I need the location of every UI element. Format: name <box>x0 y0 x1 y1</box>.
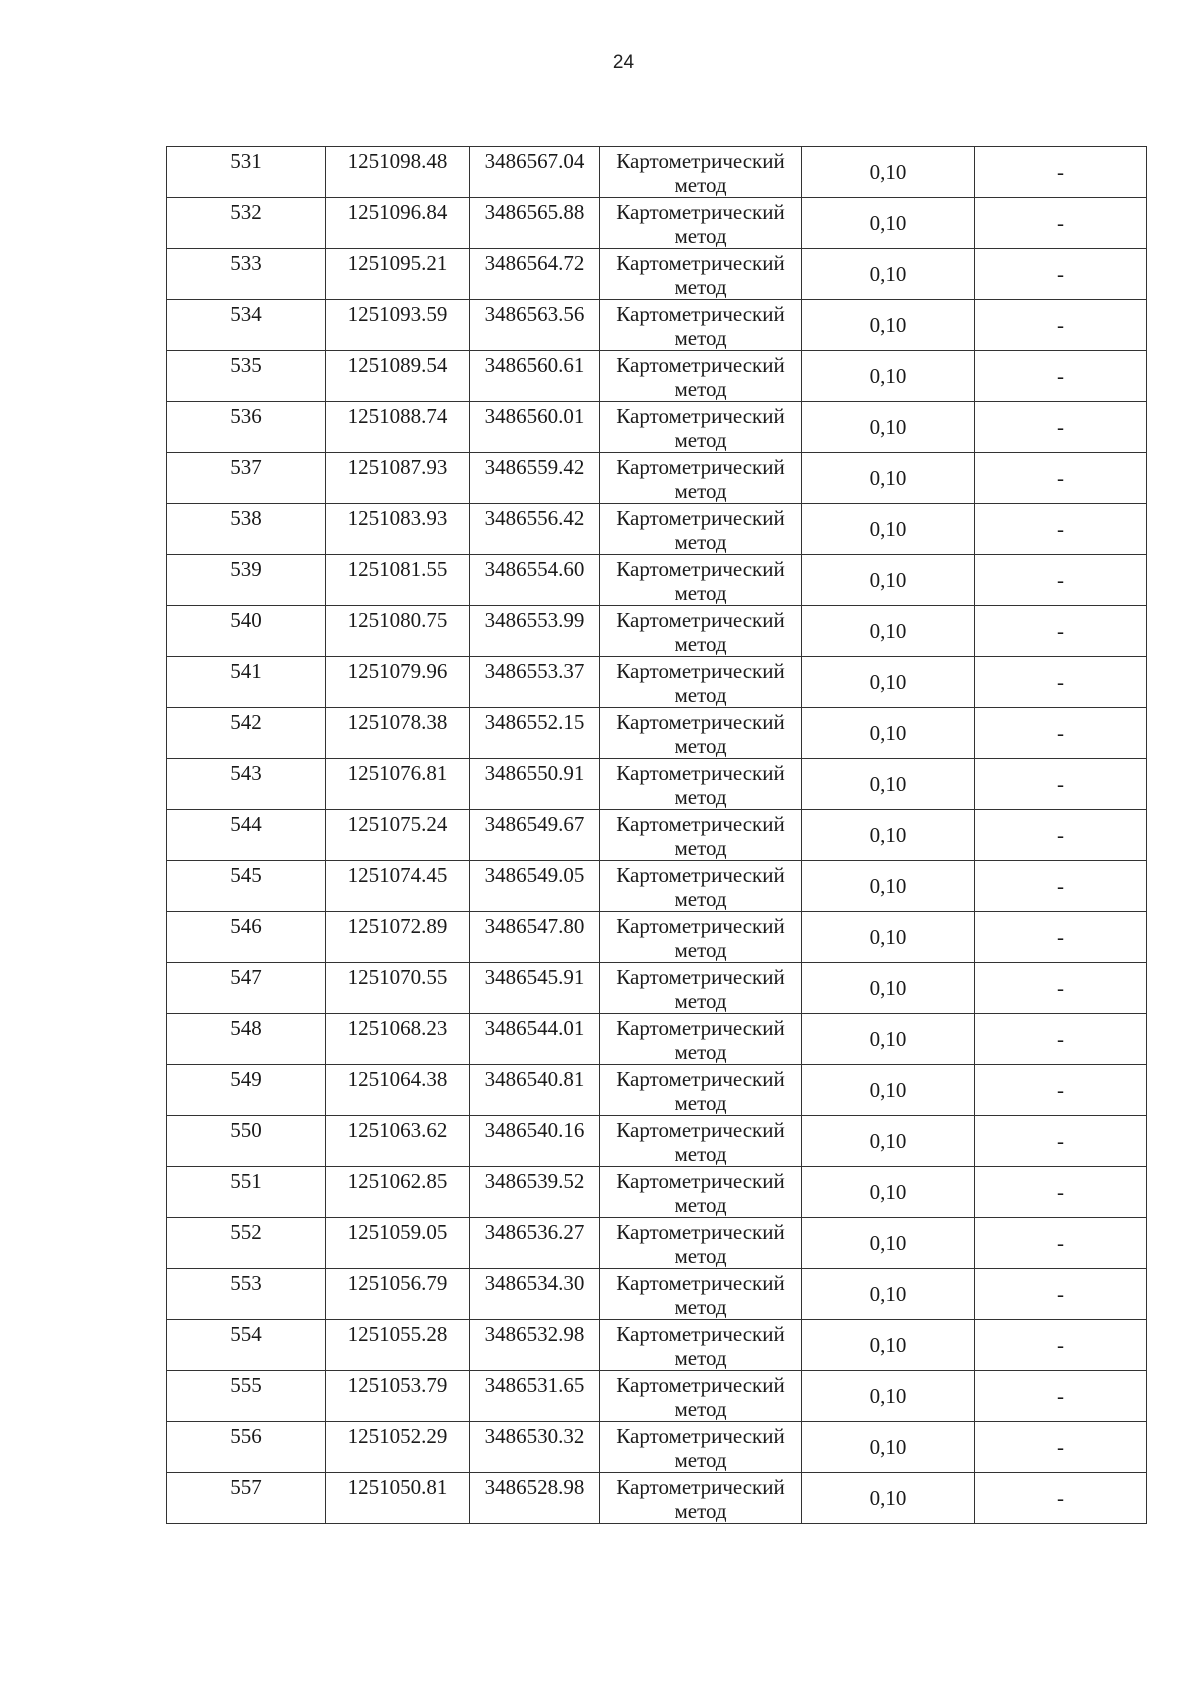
table-row <box>167 402 1147 453</box>
x-coordinate-cell: 1251072.89 <box>326 912 470 963</box>
x-coordinate-cell: 1251062.85 <box>326 1167 470 1218</box>
y-coordinate-cell: 3486564.72 <box>470 249 600 300</box>
method-cell <box>600 351 802 402</box>
y-coordinate-cell: 3486563.56 <box>470 300 600 351</box>
x-coordinate-cell: 1251064.38 <box>326 1065 470 1116</box>
method-line-1: Картометрический <box>616 149 785 173</box>
method-line-2: метод <box>674 1448 727 1472</box>
accuracy-cell: 0,10 <box>802 351 975 402</box>
table-row <box>167 657 1147 708</box>
method-line-2: метод <box>674 938 727 962</box>
accuracy-cell: 0,10 <box>802 606 975 657</box>
table-row <box>167 759 1147 810</box>
point-number-cell: 555 <box>167 1371 326 1422</box>
table-row <box>167 1218 1147 1269</box>
point-number-cell: 551 <box>167 1167 326 1218</box>
accuracy-cell: 0,10 <box>802 249 975 300</box>
accuracy-cell: 0,10 <box>802 1065 975 1116</box>
method-line-2: метод <box>674 1244 727 1268</box>
method-cell <box>600 1320 802 1371</box>
note-cell: - <box>975 504 1147 555</box>
note-cell: - <box>975 912 1147 963</box>
note-cell: - <box>975 351 1147 402</box>
method-line-1: Картометрический <box>616 1016 785 1040</box>
method-line-1: Картометрический <box>616 710 785 734</box>
accuracy-cell: 0,10 <box>802 1167 975 1218</box>
table-row <box>167 810 1147 861</box>
note-cell: - <box>975 1014 1147 1065</box>
table-row <box>167 351 1147 402</box>
method-line-2: метод <box>674 683 727 707</box>
method-cell <box>600 1473 802 1524</box>
accuracy-cell: 0,10 <box>802 402 975 453</box>
method-line-2: метод <box>674 1499 727 1523</box>
x-coordinate-cell: 1251096.84 <box>326 198 470 249</box>
accuracy-cell: 0,10 <box>802 963 975 1014</box>
method-cell <box>600 453 802 504</box>
method-line-1: Картометрический <box>616 302 785 326</box>
point-number-cell: 541 <box>167 657 326 708</box>
x-coordinate-cell: 1251063.62 <box>326 1116 470 1167</box>
method-line-2: метод <box>674 1193 727 1217</box>
y-coordinate-cell: 3486532.98 <box>470 1320 600 1371</box>
method-line-1: Картометрический <box>616 1118 785 1142</box>
method-line-1: Картометрический <box>616 659 785 683</box>
y-coordinate-cell: 3486560.01 <box>470 402 600 453</box>
method-line-1: Картометрический <box>616 914 785 938</box>
x-coordinate-cell: 1251098.48 <box>326 147 470 198</box>
x-coordinate-cell: 1251089.54 <box>326 351 470 402</box>
table-row <box>167 1014 1147 1065</box>
method-cell <box>600 147 802 198</box>
y-coordinate-cell: 3486567.04 <box>470 147 600 198</box>
table-row <box>167 1167 1147 1218</box>
y-coordinate-cell: 3486565.88 <box>470 198 600 249</box>
point-number-cell: 547 <box>167 963 326 1014</box>
x-coordinate-cell: 1251093.59 <box>326 300 470 351</box>
table-row <box>167 249 1147 300</box>
note-cell: - <box>975 453 1147 504</box>
point-number-cell: 556 <box>167 1422 326 1473</box>
point-number-cell: 548 <box>167 1014 326 1065</box>
coordinates-table <box>166 146 1147 1524</box>
method-line-1: Картометрический <box>616 353 785 377</box>
accuracy-cell: 0,10 <box>802 861 975 912</box>
y-coordinate-cell: 3486536.27 <box>470 1218 600 1269</box>
point-number-cell: 542 <box>167 708 326 759</box>
method-line-2: метод <box>674 581 727 605</box>
accuracy-cell: 0,10 <box>802 1269 975 1320</box>
method-line-2: метод <box>674 836 727 860</box>
coordinates-table-body <box>167 147 1147 1524</box>
point-number-cell: 537 <box>167 453 326 504</box>
x-coordinate-cell: 1251068.23 <box>326 1014 470 1065</box>
accuracy-cell: 0,10 <box>802 1116 975 1167</box>
method-line-2: метод <box>674 1142 727 1166</box>
note-cell: - <box>975 1218 1147 1269</box>
method-cell <box>600 912 802 963</box>
method-line-1: Картометрический <box>616 965 785 989</box>
x-coordinate-cell: 1251078.38 <box>326 708 470 759</box>
point-number-cell: 543 <box>167 759 326 810</box>
x-coordinate-cell: 1251083.93 <box>326 504 470 555</box>
method-line-1: Картометрический <box>616 1271 785 1295</box>
method-line-1: Картометрический <box>616 761 785 785</box>
y-coordinate-cell: 3486530.32 <box>470 1422 600 1473</box>
point-number-cell: 534 <box>167 300 326 351</box>
point-number-cell: 540 <box>167 606 326 657</box>
y-coordinate-cell: 3486559.42 <box>470 453 600 504</box>
y-coordinate-cell: 3486539.52 <box>470 1167 600 1218</box>
method-cell <box>600 249 802 300</box>
note-cell: - <box>975 861 1147 912</box>
note-cell: - <box>975 708 1147 759</box>
method-line-2: метод <box>674 887 727 911</box>
method-line-1: Картометрический <box>616 1220 785 1244</box>
y-coordinate-cell: 3486540.16 <box>470 1116 600 1167</box>
x-coordinate-cell: 1251080.75 <box>326 606 470 657</box>
method-line-2: метод <box>674 275 727 299</box>
accuracy-cell: 0,10 <box>802 504 975 555</box>
x-coordinate-cell: 1251070.55 <box>326 963 470 1014</box>
method-line-1: Картометрический <box>616 1475 785 1499</box>
method-line-2: метод <box>674 326 727 350</box>
note-cell: - <box>975 657 1147 708</box>
method-cell <box>600 708 802 759</box>
y-coordinate-cell: 3486544.01 <box>470 1014 600 1065</box>
method-line-2: метод <box>674 785 727 809</box>
point-number-cell: 544 <box>167 810 326 861</box>
accuracy-cell: 0,10 <box>802 708 975 759</box>
method-line-1: Картометрический <box>616 557 785 581</box>
method-cell <box>600 1167 802 1218</box>
point-number-cell: 532 <box>167 198 326 249</box>
table-row <box>167 1116 1147 1167</box>
method-line-2: метод <box>674 1397 727 1421</box>
x-coordinate-cell: 1251050.81 <box>326 1473 470 1524</box>
x-coordinate-cell: 1251081.55 <box>326 555 470 606</box>
method-line-2: метод <box>674 989 727 1013</box>
y-coordinate-cell: 3486528.98 <box>470 1473 600 1524</box>
table-row <box>167 1422 1147 1473</box>
accuracy-cell: 0,10 <box>802 912 975 963</box>
table-row <box>167 453 1147 504</box>
y-coordinate-cell: 3486553.99 <box>470 606 600 657</box>
method-line-1: Картометрический <box>616 1067 785 1091</box>
point-number-cell: 531 <box>167 147 326 198</box>
method-cell <box>600 402 802 453</box>
accuracy-cell: 0,10 <box>802 1371 975 1422</box>
note-cell: - <box>975 198 1147 249</box>
note-cell: - <box>975 1422 1147 1473</box>
table-row <box>167 861 1147 912</box>
accuracy-cell: 0,10 <box>802 1320 975 1371</box>
y-coordinate-cell: 3486549.05 <box>470 861 600 912</box>
method-cell <box>600 1422 802 1473</box>
point-number-cell: 546 <box>167 912 326 963</box>
method-cell <box>600 198 802 249</box>
accuracy-cell: 0,10 <box>802 1422 975 1473</box>
note-cell: - <box>975 606 1147 657</box>
note-cell: - <box>975 1371 1147 1422</box>
table-row <box>167 504 1147 555</box>
y-coordinate-cell: 3486547.80 <box>470 912 600 963</box>
method-cell <box>600 300 802 351</box>
accuracy-cell: 0,10 <box>802 657 975 708</box>
point-number-cell: 554 <box>167 1320 326 1371</box>
accuracy-cell: 0,10 <box>802 198 975 249</box>
note-cell: - <box>975 1269 1147 1320</box>
method-cell <box>600 1065 802 1116</box>
method-line-1: Картометрический <box>616 1322 785 1346</box>
table-row <box>167 147 1147 198</box>
method-cell <box>600 1014 802 1065</box>
method-cell <box>600 606 802 657</box>
method-line-2: метод <box>674 632 727 656</box>
method-cell <box>600 759 802 810</box>
table-row <box>167 912 1147 963</box>
table-row <box>167 555 1147 606</box>
method-cell <box>600 963 802 1014</box>
method-line-2: метод <box>674 479 727 503</box>
table-row <box>167 300 1147 351</box>
table-row <box>167 963 1147 1014</box>
y-coordinate-cell: 3486545.91 <box>470 963 600 1014</box>
y-coordinate-cell: 3486553.37 <box>470 657 600 708</box>
y-coordinate-cell: 3486560.61 <box>470 351 600 402</box>
table-row <box>167 606 1147 657</box>
method-line-2: метод <box>674 377 727 401</box>
accuracy-cell: 0,10 <box>802 1473 975 1524</box>
accuracy-cell: 0,10 <box>802 555 975 606</box>
method-line-2: метод <box>674 1295 727 1319</box>
method-cell <box>600 555 802 606</box>
x-coordinate-cell: 1251075.24 <box>326 810 470 861</box>
y-coordinate-cell: 3486556.42 <box>470 504 600 555</box>
method-line-1: Картометрический <box>616 1373 785 1397</box>
y-coordinate-cell: 3486540.81 <box>470 1065 600 1116</box>
method-line-1: Картометрический <box>616 608 785 632</box>
y-coordinate-cell: 3486550.91 <box>470 759 600 810</box>
method-cell <box>600 1116 802 1167</box>
method-cell <box>600 1371 802 1422</box>
y-coordinate-cell: 3486549.67 <box>470 810 600 861</box>
accuracy-cell: 0,10 <box>802 1218 975 1269</box>
method-line-2: метод <box>674 734 727 758</box>
x-coordinate-cell: 1251052.29 <box>326 1422 470 1473</box>
accuracy-cell: 0,10 <box>802 453 975 504</box>
x-coordinate-cell: 1251053.79 <box>326 1371 470 1422</box>
x-coordinate-cell: 1251079.96 <box>326 657 470 708</box>
note-cell: - <box>975 1116 1147 1167</box>
method-cell <box>600 1218 802 1269</box>
method-cell <box>600 861 802 912</box>
method-line-1: Картометрический <box>616 1169 785 1193</box>
method-line-1: Картометрический <box>616 251 785 275</box>
accuracy-cell: 0,10 <box>802 759 975 810</box>
x-coordinate-cell: 1251055.28 <box>326 1320 470 1371</box>
table-row <box>167 1269 1147 1320</box>
method-cell <box>600 504 802 555</box>
method-cell <box>600 1269 802 1320</box>
accuracy-cell: 0,10 <box>802 300 975 351</box>
note-cell: - <box>975 147 1147 198</box>
note-cell: - <box>975 1167 1147 1218</box>
point-number-cell: 557 <box>167 1473 326 1524</box>
y-coordinate-cell: 3486552.15 <box>470 708 600 759</box>
point-number-cell: 552 <box>167 1218 326 1269</box>
method-line-2: метод <box>674 428 727 452</box>
method-line-2: метод <box>674 173 727 197</box>
note-cell: - <box>975 555 1147 606</box>
point-number-cell: 549 <box>167 1065 326 1116</box>
x-coordinate-cell: 1251088.74 <box>326 402 470 453</box>
x-coordinate-cell: 1251087.93 <box>326 453 470 504</box>
point-number-cell: 550 <box>167 1116 326 1167</box>
method-line-1: Картометрический <box>616 200 785 224</box>
method-line-1: Картометрический <box>616 404 785 428</box>
table-row <box>167 1320 1147 1371</box>
method-line-1: Картометрический <box>616 455 785 479</box>
table-row <box>167 198 1147 249</box>
method-line-1: Картометрический <box>616 812 785 836</box>
accuracy-cell: 0,10 <box>802 147 975 198</box>
point-number-cell: 535 <box>167 351 326 402</box>
method-line-2: метод <box>674 1091 727 1115</box>
x-coordinate-cell: 1251076.81 <box>326 759 470 810</box>
y-coordinate-cell: 3486534.30 <box>470 1269 600 1320</box>
accuracy-cell: 0,10 <box>802 810 975 861</box>
point-number-cell: 545 <box>167 861 326 912</box>
table-row <box>167 708 1147 759</box>
note-cell: - <box>975 759 1147 810</box>
x-coordinate-cell: 1251095.21 <box>326 249 470 300</box>
accuracy-cell: 0,10 <box>802 1014 975 1065</box>
note-cell: - <box>975 402 1147 453</box>
y-coordinate-cell: 3486554.60 <box>470 555 600 606</box>
note-cell: - <box>975 963 1147 1014</box>
point-number-cell: 536 <box>167 402 326 453</box>
point-number-cell: 538 <box>167 504 326 555</box>
y-coordinate-cell: 3486531.65 <box>470 1371 600 1422</box>
note-cell: - <box>975 300 1147 351</box>
method-line-1: Картометрический <box>616 1424 785 1448</box>
x-coordinate-cell: 1251056.79 <box>326 1269 470 1320</box>
method-line-2: метод <box>674 224 727 248</box>
page-number: 24 <box>612 52 635 73</box>
note-cell: - <box>975 1065 1147 1116</box>
table-row <box>167 1371 1147 1422</box>
x-coordinate-cell: 1251059.05 <box>326 1218 470 1269</box>
point-number-cell: 539 <box>167 555 326 606</box>
method-cell <box>600 810 802 861</box>
note-cell: - <box>975 249 1147 300</box>
x-coordinate-cell: 1251074.45 <box>326 861 470 912</box>
table-row <box>167 1065 1147 1116</box>
note-cell: - <box>975 1473 1147 1524</box>
method-line-1: Картометрический <box>616 863 785 887</box>
point-number-cell: 553 <box>167 1269 326 1320</box>
method-line-1: Картометрический <box>616 506 785 530</box>
table-row <box>167 1473 1147 1524</box>
note-cell: - <box>975 810 1147 861</box>
note-cell: - <box>975 1320 1147 1371</box>
point-number-cell: 533 <box>167 249 326 300</box>
method-line-2: метод <box>674 530 727 554</box>
method-cell <box>600 657 802 708</box>
method-line-2: метод <box>674 1040 727 1064</box>
method-line-2: метод <box>674 1346 727 1370</box>
